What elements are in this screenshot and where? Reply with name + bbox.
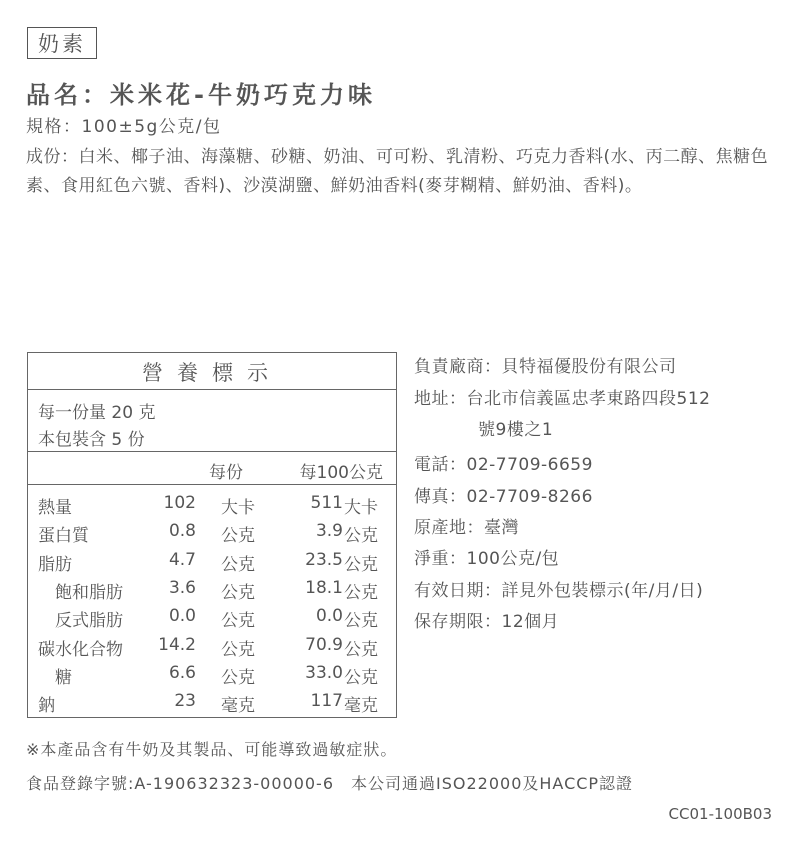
nutrition-per-100g-value: 33.0 xyxy=(305,662,343,683)
nutrition-row xyxy=(28,663,396,691)
nutrition-per-serving-value: 23 xyxy=(174,691,196,712)
nutrition-name: 鈉 xyxy=(38,696,55,717)
nutrition-per-serving-unit: 毫克 xyxy=(221,696,255,717)
nutrition-name: 糖 xyxy=(38,667,72,688)
nutrition-per-100g-value: 117 xyxy=(310,691,343,712)
nutrition-per-serving-unit: 大卡 xyxy=(221,498,255,518)
vegetarian-badge: 奶素 xyxy=(27,27,97,59)
net-weight: 淨重：100公克/包 xyxy=(414,549,560,569)
shelf-life: 保存期限：12個月 xyxy=(414,612,560,632)
nutrition-per-100g-unit: 毫克 xyxy=(344,696,378,717)
nutrition-per-100g-unit: 公克 xyxy=(344,582,378,603)
phone: 電話：02-7709-6659 xyxy=(414,455,593,475)
nutrition-per-serving-unit: 公克 xyxy=(221,526,255,547)
nutrition-per-serving-value: 14.2 xyxy=(158,634,196,655)
registration-number: 食品登錄字號:A-190632323-00000-6 本公司通過ISO22000及HACCP認證 xyxy=(26,774,634,793)
allergy-warning: ※本產品含有牛奶及其製品、可能導致過敏症狀。 xyxy=(26,740,398,759)
ingredients-text: 成份：白米、椰子油、海藻糖、砂糖、奶油、可可粉、乳清粉、巧克力香料(水、丙二醇、焦糖色素、食用紅色六號、香料)、沙漠湖鹽、鮮奶油香料(麥芽糊精、鮮奶油、香料)。 xyxy=(26,147,769,196)
nutrition-per-serving-value: 102 xyxy=(163,493,196,513)
product-code: CC01-100B03 xyxy=(668,805,772,823)
nutrition-per-serving-unit: 公克 xyxy=(221,582,255,603)
address-line-2: 號9樓之1 xyxy=(478,420,554,440)
company: 負責廠商：貝特福優股份有限公司 xyxy=(414,357,677,377)
product-name: 品名：米米花-牛奶巧克力味 xyxy=(26,81,376,109)
nutrition-per-serving-value: 0.0 xyxy=(168,606,196,627)
nutrition-per-serving-value: 6.6 xyxy=(168,662,196,683)
address-line-1: 地址：台北市信義區忠孝東路四段512 xyxy=(414,389,711,409)
divider xyxy=(28,484,396,485)
nutrition-per-100g-value: 3.9 xyxy=(315,521,343,542)
nutrition-row xyxy=(28,550,396,578)
nutrition-per-100g-value: 511 xyxy=(310,493,343,513)
divider xyxy=(28,389,396,390)
nutrition-per-serving-unit: 公克 xyxy=(221,611,255,632)
nutrition-per-100g-unit: 公克 xyxy=(344,554,378,575)
nutrition-name: 脂肪 xyxy=(38,554,72,575)
nutrition-per-100g-value: 0.0 xyxy=(315,606,343,627)
nutrition-facts-table xyxy=(27,352,397,718)
col-per-serving: 每份 xyxy=(209,463,243,483)
nutrition-name: 碳水化合物 xyxy=(38,639,123,660)
nutrition-name: 熱量 xyxy=(38,498,72,518)
nutrition-per-serving-unit: 公克 xyxy=(221,639,255,660)
nutrition-per-100g-unit: 大卡 xyxy=(344,498,378,518)
nutrition-per-serving-value: 3.6 xyxy=(168,577,196,598)
expiry: 有效日期：詳見外包裝標示(年/月/日) xyxy=(414,581,704,601)
nutrition-per-serving-unit: 公克 xyxy=(221,667,255,688)
origin: 原產地：臺灣 xyxy=(414,518,519,538)
nutrition-name: 飽和脂肪 xyxy=(38,582,123,603)
nutrition-row xyxy=(28,606,396,634)
nutrition-name: 反式脂肪 xyxy=(38,611,123,632)
nutrition-per-100g-unit: 公克 xyxy=(344,639,378,660)
fax: 傳真：02-7709-8266 xyxy=(414,487,593,507)
nutrition-per-100g-value: 23.5 xyxy=(305,549,343,570)
nutrition-row xyxy=(28,578,396,606)
nutrition-per-100g-unit: 公克 xyxy=(344,526,378,547)
nutrition-per-serving-value: 0.8 xyxy=(168,521,196,542)
nutrition-per-100g-unit: 公克 xyxy=(344,667,378,688)
serving-size: 每一份量 20 克 xyxy=(38,403,156,423)
nutrition-name: 蛋白質 xyxy=(38,526,89,547)
col-per-100g: 每100公克 xyxy=(299,463,383,483)
nutrition-row xyxy=(28,691,396,719)
divider xyxy=(28,451,396,452)
nutrition-per-100g-value: 18.1 xyxy=(305,577,343,598)
spec-line: 規格：100±5g公克/包 xyxy=(26,117,222,137)
nutrition-row xyxy=(28,521,396,549)
nutrition-row xyxy=(28,635,396,663)
nutrition-row xyxy=(28,493,396,521)
nutrition-per-serving-unit: 公克 xyxy=(221,554,255,575)
nutrition-per-serving-value: 4.7 xyxy=(168,549,196,570)
nutrition-per-100g-unit: 公克 xyxy=(344,611,378,632)
nutrition-title: 營養標示 xyxy=(142,361,282,385)
nutrition-per-100g-value: 70.9 xyxy=(305,634,343,655)
servings-per-pack: 本包裝含 5 份 xyxy=(38,430,145,450)
